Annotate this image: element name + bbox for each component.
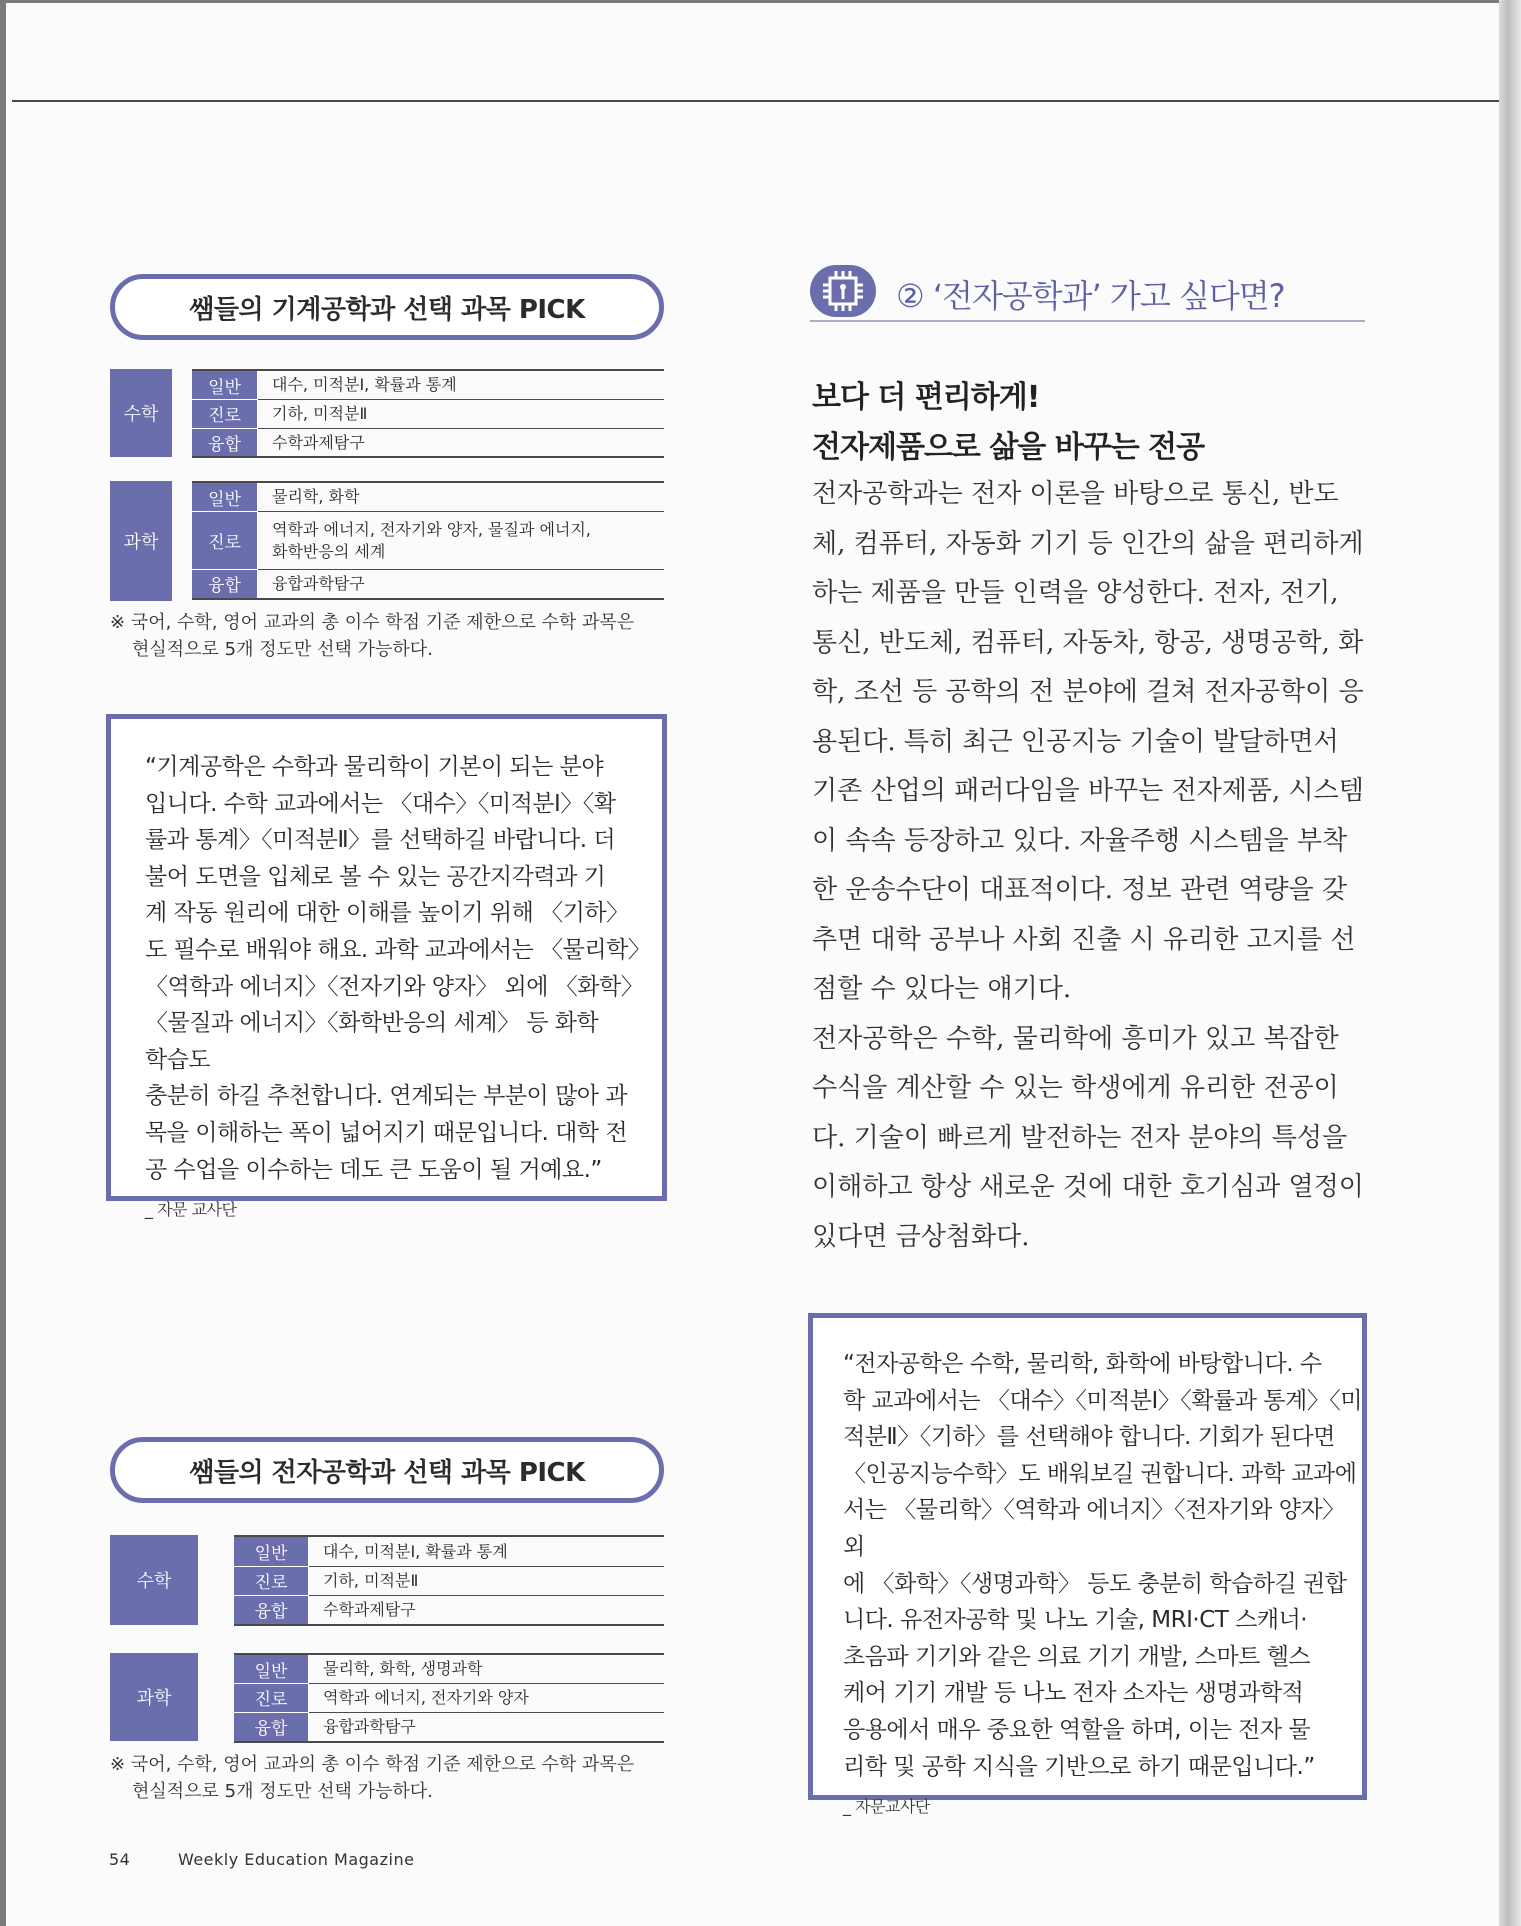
quote-line: 입니다. 수학 교과에서는 〈대수〉〈미적분Ⅰ〉〈확 [145,790,616,817]
row-tag: 융합 [234,1712,309,1742]
note-line1: ※ 국어, 수학, 영어 교과의 총 이수 학점 기준 제한으로 수학 과목은 [110,612,635,633]
quote-byline: _ 자문교사단 [843,1797,930,1817]
section-header [810,265,1365,321]
elec-quote-box [808,1313,1367,1817]
section-rule [810,320,1365,322]
article-body [812,470,1368,1262]
quote-line: 계 작동 원리에 대한 이해를 높이기 위해 〈기하〉 [145,900,629,927]
row-value: 융합과학탐구 [323,1717,416,1737]
elec-subject-math-label: 수학 [136,1571,172,1592]
row-value: 수학과제탐구 [272,432,365,452]
quote-line: 불어 도면을 입체로 볼 수 있는 공간지각력과 기 [145,863,606,890]
headline-line1: 보다 더 편리하게! [812,380,1040,415]
body-line: 이 속속 등장하고 있다. 자율주행 시스템을 부착 [812,825,1348,856]
elec-subject-math [110,1535,198,1625]
mech-pick-title [110,274,664,340]
quote-line: 적분Ⅱ〉〈기하〉를 선택해야 합니다. 기회가 된다면 [843,1424,1335,1451]
quote-byline: _ 자문 교사단 [145,1200,237,1220]
elec-pick-title-text: 쌤들의 전자공학과 선택 과목 PICK [189,1457,585,1488]
row-tag: 융합 [192,569,258,599]
elec-pick-title [110,1437,664,1503]
body-line: 있다면 금상첨화다. [812,1221,1030,1252]
table-row [192,483,664,512]
table-row [192,570,664,600]
row-tag: 진로 [234,1566,309,1596]
note-line2: 현실적으로 5개 정도만 선택 가능하다. [132,1781,433,1802]
quote-line: 응용에서 매우 중요한 역할을 하며, 이는 전자 물 [843,1716,1311,1743]
row-value-line2: 화학반응의 세계 [272,541,386,561]
quote-line: 서는 〈물리학〉〈역학과 에너지〉〈전자기와 양자〉 외 [843,1497,1345,1560]
table-row [192,400,664,429]
quote-line: 도 필수로 배워야 해요. 과학 교과에서는 〈물리학〉 [145,936,651,963]
body-line: 체, 컴퓨터, 자동화 기기 등 인간의 삶을 편리하게 [812,528,1364,559]
row-value: 기하, 미적분Ⅱ [272,404,368,424]
body-line: 수식을 계산할 수 있는 학생에게 유리한 전공이 [812,1073,1339,1103]
body-line: 전자공학은 수학, 물리학에 흥미가 있고 복잡한 [812,1023,1339,1054]
body-line: 용된다. 특히 최근 인공지능 기술이 발달하면서 [812,726,1339,757]
table-row [234,1537,664,1567]
quote-line: 〈물질과 에너지〉〈화학반응의 세계〉 등 화학 학습도 [145,1010,599,1073]
headline-line2: 전자제품으로 삶을 바꾸는 전공 [812,430,1205,465]
body-line: 학, 조선 등 공학의 전 분야에 걸쳐 전자공학이 응 [812,677,1364,707]
row-tag: 일반 [192,483,258,511]
mech-subject-math-label: 수학 [123,404,159,425]
chip-icon [810,265,876,317]
table-row [234,1567,664,1596]
article-headline [812,373,1204,473]
elec-subject-science [110,1653,198,1741]
quote-line: 목을 이해하는 폭이 넓어지기 때문입니다. 대학 전 [145,1119,628,1146]
table-row [192,371,664,400]
top-rule [12,100,1505,102]
row-tag: 진로 [192,399,258,429]
row-value-line1: 역학과 에너지, 전자기와 양자, 물질과 에너지, [272,519,591,539]
page-footer [109,1850,414,1869]
quote-line: 케어 기기 개발 등 나노 전자 소자는 생명과학적 [843,1680,1304,1707]
row-tag: 진로 [192,511,258,570]
body-line: 하는 제품을 만들 인력을 양성한다. 전자, 전기, [812,578,1339,608]
table-row [192,512,664,570]
mech-quote-box [106,714,667,1220]
mech-math-rows [192,369,664,458]
quote-line: 공 수업을 이수하는 데도 큰 도움이 될 거예요.” [145,1156,602,1183]
quote-line: 에 〈화학〉〈생명과학〉 등도 충분히 학습하길 권합 [843,1570,1347,1597]
magazine-name: Weekly Education Magazine [177,1850,415,1869]
row-value: 물리학, 화학 [272,487,360,507]
row-value: 대수, 미적분Ⅰ, 확률과 통계 [323,1541,508,1561]
quote-line: “기계공학은 수학과 물리학이 기본이 되는 분야 [145,754,604,780]
row-value: 기하, 미적분Ⅱ [323,1571,419,1591]
page-number: 54 [109,1850,131,1869]
row-tag: 일반 [192,371,258,399]
elec-science-rows [234,1653,664,1743]
body-line: 한 운송수단이 대표적이다. 정보 관련 역량을 갖 [812,875,1348,905]
row-tag: 진로 [234,1683,309,1713]
mech-science-rows [192,481,664,600]
table-row [234,1655,664,1684]
quote-line: 〈역학과 에너지〉〈전자기와 양자〉 외에 〈화학〉 [145,973,644,1000]
quote-line: 〈인공지능수학〉도 배워보길 권합니다. 과학 교과에 [843,1460,1357,1487]
quote-line: 니다. 유전자공학 및 나노 기술, MRI·CT 스캐너· [843,1607,1308,1634]
mech-subject-science [110,481,172,601]
quote-line: 리학 및 공학 지식을 기반으로 하기 때문입니다.” [843,1753,1315,1780]
row-value: 수학과제탐구 [323,1600,416,1620]
body-line: 점할 수 있다는 얘기다. [812,974,1072,1004]
body-line: 다. 기술이 빠르게 발전하는 전자 분야의 특성을 [812,1122,1348,1153]
quote-line: 초음파 기기와 같은 의료 기기 개발, 스마트 헬스 [843,1643,1311,1670]
row-value [258,512,591,569]
row-tag: 융합 [234,1595,309,1625]
table-row [234,1684,664,1713]
mech-subject-math [110,369,172,457]
row-tag: 일반 [234,1537,309,1566]
note-line1: ※ 국어, 수학, 영어 교과의 총 이수 학점 기준 제한으로 수학 과목은 [110,1754,635,1775]
elec-math-rows [234,1535,664,1626]
row-tag: 융합 [192,428,258,457]
table-row [192,429,664,458]
mech-pick-note [110,609,634,663]
body-line: 기존 산업의 패러다임을 바꾸는 전자제품, 시스템 [812,776,1364,806]
body-line: 추면 대학 공부나 사회 진출 시 유리한 고지를 선 [812,924,1356,955]
row-value: 물리학, 화학, 생명과학 [323,1659,483,1679]
mech-pick-title-text: 쌤들의 기계공학과 선택 과목 PICK [189,294,585,325]
body-line: 이해하고 항상 새로운 것에 대한 호기심과 열정이 [812,1172,1364,1202]
body-line: 전자공학과는 전자 이론을 바탕으로 통신, 반도 [812,479,1339,509]
section-title: ② ‘전자공학과’ 가고 싶다면? [896,277,1285,315]
page-edge-shadow [1499,0,1521,1926]
row-value: 대수, 미적분Ⅰ, 확률과 통계 [272,375,457,395]
mech-subject-science-label: 과학 [123,532,159,553]
elec-subject-science-label: 과학 [136,1688,172,1709]
quote-line: 률과 통계〉〈미적분Ⅱ〉를 선택하길 바랍니다. 더 [145,827,616,854]
quote-line: 학 교과에서는 〈대수〉〈미적분Ⅰ〉〈확률과 통계〉〈미 [843,1387,1362,1414]
table-row [234,1596,664,1626]
body-line: 통신, 반도체, 컴퓨터, 자동차, 항공, 생명공학, 화 [812,627,1364,658]
row-value: 역학과 에너지, 전자기와 양자 [323,1688,529,1708]
quote-line: “전자공학은 수학, 물리학, 화학에 바탕합니다. 수 [843,1351,1322,1377]
row-tag: 일반 [234,1655,309,1683]
elec-pick-note [110,1751,634,1805]
quote-line: 충분히 하길 추천합니다. 연계되는 부분이 많아 과 [145,1083,628,1110]
row-value: 융합과학탐구 [272,574,365,594]
table-row [234,1713,664,1743]
note-line2: 현실적으로 5개 정도만 선택 가능하다. [132,639,433,660]
